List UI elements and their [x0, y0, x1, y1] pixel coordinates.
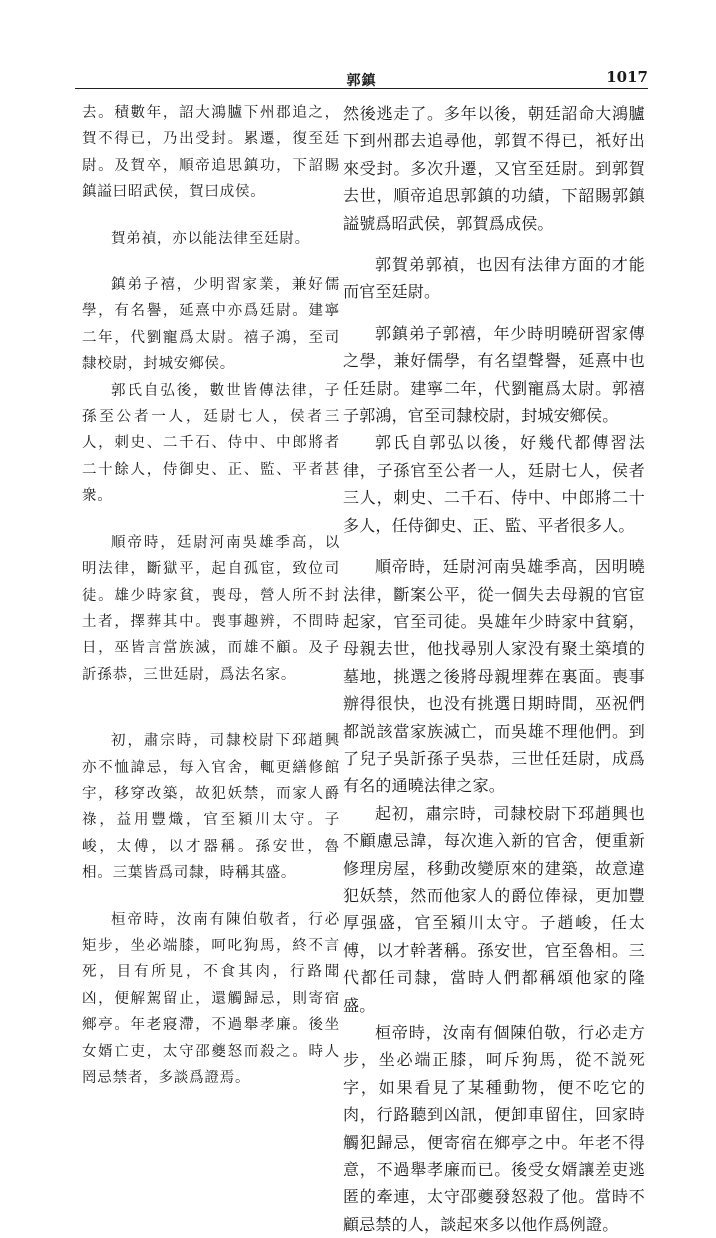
translation-paragraph: 然後逃走了。多年以後，朝廷詔命大鴻臚下到州郡去追尋他，郭賀不得已，衹好出來受封。多次升遷，又官至廷尉。到郭賀去世，順帝追思郭鎮的功績，下韶賜郭鎮謚號爲昭武侯，郭賀爲成侯。 [343, 104, 645, 233]
modern-translation-column [343, 100, 645, 1234]
translation-paragraph: 桓帝時，汝南有個陳伯敬，行必走方步，坐必端正膝，呵斥狗馬，從不説死字，如果看見了某種動物，便不吃它的肉，行路聽到凶訊，便卸車留住，回家時觸犯歸忌，便寄宿在鄉亭之中。年老不得意，不過舉孝廉而已。後受女婿讓差吏逃匿的牽連，太守邵夔發怒殺了他。當時不顧忌禁的人，談起來多以他作爲例證。 [343, 1023, 645, 1234]
classical-paragraph: 桓帝時，汝南有陳伯敬者，行必矩步，坐必端膝，呵叱狗馬，終不言死，目有所見，不食其肉，行路聞凶，便解駕留止，還觸歸忌，則寄宿鄉亭。年老寢滯，不過舉孝廉。後坐女婿亡吏，太守邵夔怒而殺之。時人罔忌禁者，多談爲證焉。 [82, 911, 340, 1086]
translation-paragraph: 郭鎮弟子郭禧，年少時明曉研習家傳之學，兼好儒學，有名望聲譽，延熹中也任廷尉。建寧二年，代劉寵爲太尉。郭禧子郭鴻，官至司隸校尉，封城安鄉侯。 [343, 323, 645, 426]
translation-paragraph: 起初，肅宗時，司隸校尉下邳趙興也不顧慮忌諱，每次進入新的官舍，便重新修理房屋，移動改變原來的建築，故意違犯妖禁，然而他家人的爵位俸禄，更加豐厚强盛，官至潁川太守。子趙峻，任太傅，以才幹著稱。孫安世，官至魯相。三代都任司隸，當時人們都稱頌他家的隆盛。 [343, 803, 645, 1015]
classical-paragraph: 郭氏自弘後，數世皆傳法律，子孫至公者一人，廷尉七人，侯者三人，刺史、二千石、侍中、中郎將者二十餘人，侍御史、正、監、平者甚衆。 [82, 382, 340, 505]
classical-text-column [82, 100, 340, 1086]
classical-paragraph: 去。積數年，詔大鴻臚下州郡追之，賀不得已，乃出受封。累遷，復至廷尉。及賀卒，順帝追思鎮功，下詔賜鎮謚曰昭武侯，賀曰成侯。 [82, 105, 340, 201]
translation-paragraph: 順帝時，廷尉河南吳雄季高，因明曉法律，斷案公平，從一個失去母親的官宦起家，官至司徒。吳雄年少時家中貧窮，母親去世，他找尋别人家没有聚土築墳的墓地，挑選之後將母親埋葬在裏面。喪事辦得很快，也没有挑選日期時間，巫祝們都説該當家族滅亡，而吳雄不理他們。到了兒子吳訢孫子吳恭，三世任廷尉，成爲有名的通曉法律之家。 [343, 557, 645, 796]
page-header [75, 56, 648, 89]
translation-paragraph: 郭賀弟郭禎，也因有法律方面的才能而官至廷尉。 [343, 255, 645, 302]
running-title: 郭鎮 [346, 73, 377, 89]
classical-paragraph: 初，肅宗時，司隸校尉下邳趙興亦不恤諱忌，每入官舍，輒更繕修館宇，移穿改築，故犯妖禁，而家人爵祿，益用豐熾，官至潁川太守。子峻，太傅，以才器稱。孫安世，魯相。三葉皆爲司隸，時稱其盛。 [82, 733, 340, 882]
translation-paragraph: 郭氏自郭弘以後，好幾代都傳習法律，子孫官至公者一人，廷尉七人，侯者三人，刺史、二千石、侍中、中郎將二十多人，任侍御史、正、監、平者很多人。 [343, 433, 645, 535]
page-number: 1017 [606, 68, 648, 86]
classical-paragraph: 鎮弟子禧，少明習家業，兼好儒學，有名譽，延熹中亦爲廷尉。建寧二年，代劉寵爲太尉。禧子鴻，至司隸校尉，封城安鄉侯。 [82, 277, 340, 373]
classical-paragraph: 順帝時，廷尉河南吳雄季高，以明法律，斷獄平，起自孤宦，致位司徒。雄少時家貧，喪母，營人所不封土者，擇葬其中。喪事趣辨，不問時日，巫皆言當族滅，而雄不顧。及子訢孫恭，三世廷尉，爲法名家。 [82, 534, 340, 683]
classical-paragraph: 賀弟禎，亦以能法律至廷尉。 [111, 230, 310, 247]
